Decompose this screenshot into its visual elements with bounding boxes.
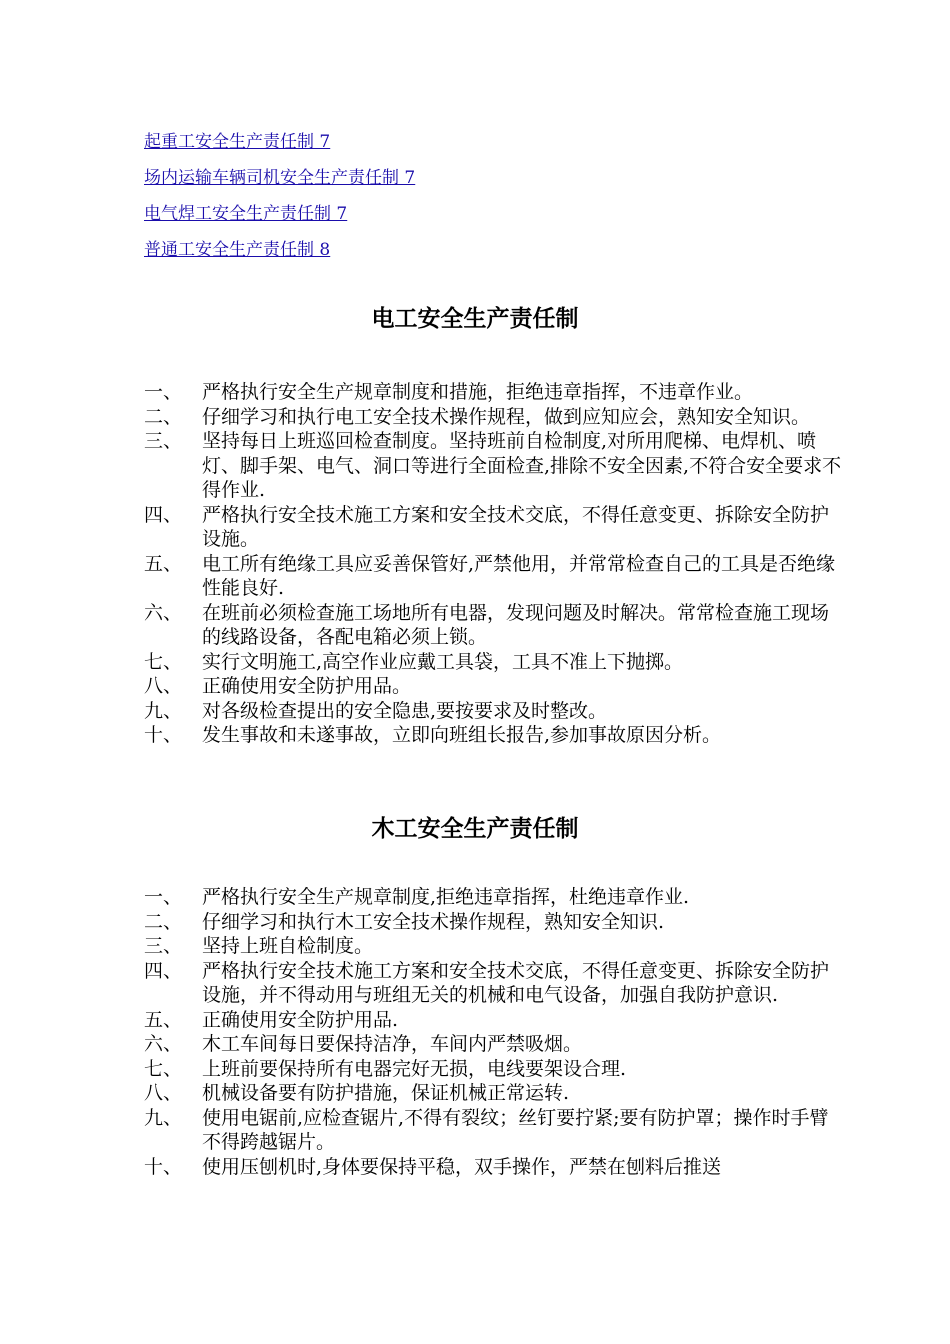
rule-text: 机械设备要有防护措施，保证机械正常运转. <box>202 1082 570 1104</box>
rule-item <box>144 1057 844 1082</box>
rule-number: 五、 <box>144 552 183 575</box>
toc-link-crane-operator[interactable]: 起重工安全生产责任制 7 <box>144 132 331 152</box>
rule-text: 木工车间每日要保持洁净，车间内严禁吸烟。 <box>202 1033 583 1055</box>
rule-text: 严格执行安全生产规章制度,拒绝违章指挥，杜绝违章作业. <box>202 886 690 908</box>
rule-item <box>144 601 844 650</box>
electrician-rules-list <box>144 380 844 748</box>
rule-item <box>144 885 844 910</box>
rule-item <box>144 429 844 503</box>
rule-item <box>144 699 844 724</box>
rule-number: 九、 <box>144 699 183 722</box>
rule-item <box>144 1081 844 1106</box>
section-title-carpenter: 木工安全生产责任制 <box>371 816 579 842</box>
rule-number: 二、 <box>144 405 183 428</box>
rule-text: 坚持上班自检制度。 <box>202 935 374 957</box>
rule-text: 电工所有绝缘工具应妥善保管好,严禁他用，并常常检查自己的工具是否绝缘性能良好. <box>202 552 836 599</box>
rule-text: 发生事故和未遂事故，立即向班组长报告,参加事故原因分析。 <box>202 724 722 746</box>
rule-number: 五、 <box>144 1008 183 1031</box>
rule-number: 八、 <box>144 1082 183 1104</box>
rule-number: 一、 <box>144 381 183 403</box>
rule-text: 严格执行安全技术施工方案和安全技术交底，不得任意变更、拆除安全防护设施，并不得动用与班组无关的机械和电气设备，加强自我防护意识. <box>202 959 830 1006</box>
rule-text: 上班前要保持所有电器完好无损，电线要架设合理. <box>202 1057 627 1080</box>
rule-number: 三、 <box>144 430 183 452</box>
carpenter-rules-list <box>144 885 844 1179</box>
rule-item <box>144 1032 844 1057</box>
rule-text: 仔细学习和执行木工安全技术操作规程，熟知安全知识. <box>202 910 665 933</box>
rule-number: 四、 <box>144 959 183 982</box>
rule-text: 在班前必须检查施工场地所有电器，发现问题及时解决。常常检查施工现场的线路设备，各配电箱必须上锁。 <box>202 601 830 648</box>
rule-item <box>144 503 844 552</box>
rule-number: 四、 <box>144 503 183 526</box>
rule-item <box>144 1008 844 1033</box>
rule-number: 六、 <box>144 601 183 624</box>
rule-item <box>144 405 844 430</box>
rule-number: 六、 <box>144 1033 183 1055</box>
rule-number: 十、 <box>144 1155 183 1178</box>
rule-number: 七、 <box>144 650 183 673</box>
rule-text: 使用压刨机时,身体要保持平稳，双手操作，严禁在刨料后推送 <box>202 1155 722 1178</box>
rule-number: 九、 <box>144 1106 183 1129</box>
rule-item <box>144 674 844 699</box>
rule-item <box>144 380 844 405</box>
toc-link-general-worker[interactable]: 普通工安全生产责任制 8 <box>144 240 331 260</box>
rule-number: 三、 <box>144 935 183 957</box>
rule-item <box>144 723 844 748</box>
rule-number: 一、 <box>144 886 183 908</box>
rule-item <box>144 910 844 935</box>
rule-item <box>144 1155 844 1180</box>
rule-item <box>144 1106 844 1155</box>
rule-text: 实行文明施工,高空作业应戴工具袋，工具不准上下抛掷。 <box>202 650 684 673</box>
rule-text: 对各级检查提出的安全隐患,要按要求及时整改。 <box>202 699 608 722</box>
rule-text: 使用电锯前,应检查锯片,不得有裂纹；丝钉要拧紧;要有防护罩；操作时手臂不得跨越锯片。 <box>202 1106 829 1153</box>
table-of-contents <box>144 124 415 268</box>
rule-item <box>144 552 844 601</box>
rule-text: 正确使用安全防护用品。 <box>202 675 412 697</box>
rule-number: 十、 <box>144 724 183 746</box>
rule-text: 正确使用安全防护用品. <box>202 1008 399 1031</box>
rule-text: 仔细学习和执行电工安全技术操作规程，做到应知应会，熟知安全知识。 <box>202 405 811 428</box>
section-title-electrician: 电工安全生产责任制 <box>371 306 579 332</box>
rule-number: 八、 <box>144 675 183 697</box>
rule-text: 严格执行安全生产规章制度和措施，拒绝违章指挥，不违章作业。 <box>202 381 754 403</box>
toc-link-welder[interactable]: 电气焊工安全生产责任制 7 <box>144 204 348 224</box>
rule-item <box>144 650 844 675</box>
rule-number: 七、 <box>144 1057 183 1080</box>
rule-text: 严格执行安全技术施工方案和安全技术交底，不得任意变更、拆除安全防护设施。 <box>202 503 830 550</box>
rule-item <box>144 959 844 1008</box>
rule-number: 二、 <box>144 910 183 933</box>
rule-text: 坚持每日上班巡回检查制度。坚持班前自检制度,对所用爬梯、电焊机、喷灯、脚手架、电气、洞口等进行全面检查,排除不安全因素,不符合安全要求不得作业. <box>202 430 842 501</box>
rule-item <box>144 934 844 959</box>
toc-link-vehicle-driver[interactable]: 场内运输车辆司机安全生产责任制 7 <box>144 168 416 188</box>
